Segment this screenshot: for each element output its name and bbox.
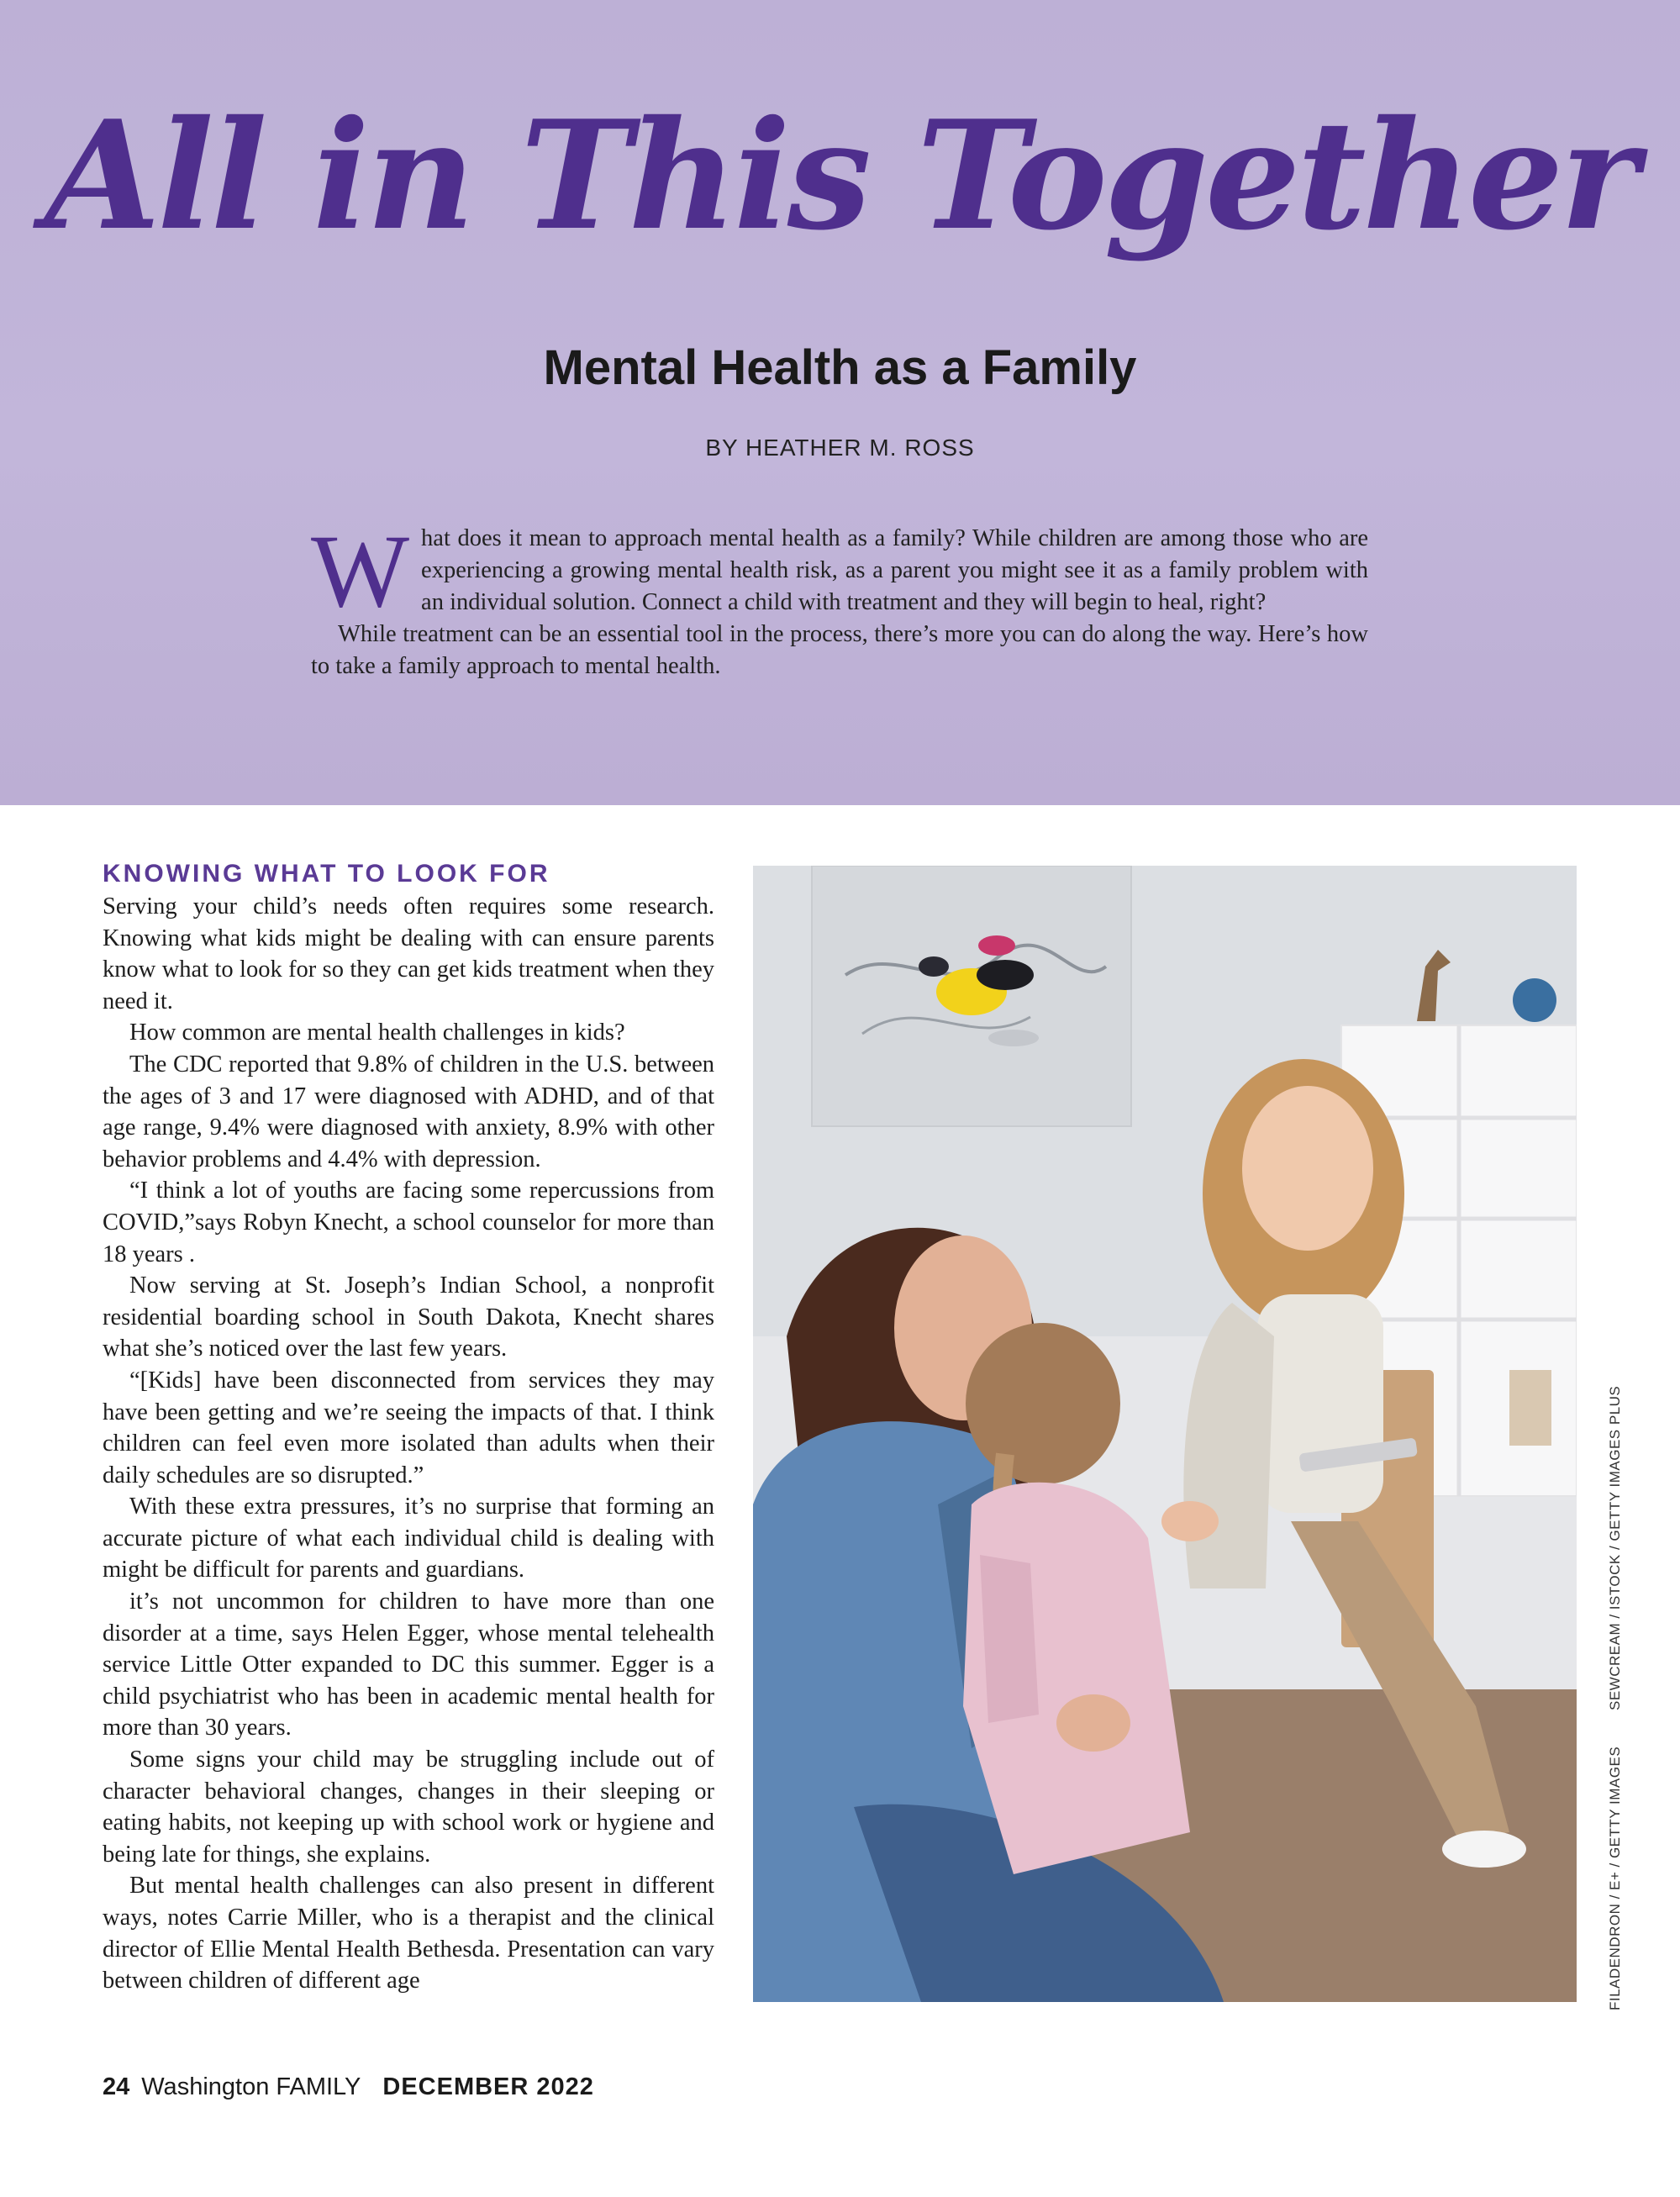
section-heading: KNOWING WHAT TO LOOK FOR bbox=[103, 860, 550, 888]
drop-cap: W bbox=[311, 514, 410, 629]
intro bbox=[311, 514, 1368, 682]
issue-date: DECEMBER 2022 bbox=[382, 2073, 594, 2100]
photo-credit-upper: SEWCREAM / ISTOCK / GETTY IMAGES PLUS bbox=[1607, 1385, 1623, 1710]
body-paragraph: “I think a lot of youths are facing some repercussions from COVID,”says Robyn Knecht, a school counselor for more than 18 years . bbox=[103, 1178, 714, 1267]
body-paragraph: But mental health challenges can also present in different ways, notes Carrie Miller, who is a therapist and the clinical director of Ellie Mental Health Bethesda. Presentation can vary between children of different age bbox=[103, 1873, 714, 1994]
body-paragraph: Now serving at St. Joseph’s Indian School, a nonprofit residential boarding school in South Dakota, Knecht shares what she’s noticed over the last few years. bbox=[103, 1272, 714, 1362]
article-photo bbox=[753, 866, 1577, 2002]
intro-paragraph-2: While treatment can be an essential tool in the process, there’s more you can do along the way. Here’s how to take a family approach to mental health. bbox=[311, 621, 1368, 679]
byline: BY HEATHER M. ROSS bbox=[705, 435, 975, 461]
intro-text-1: hat does it mean to approach mental health as a family? While children are among those who are experiencing a growing mental health risk, as a parent you might see it as a family problem with an individual solution. Connect a child with treatment and they will begin to heal, right? bbox=[421, 525, 1368, 615]
page-subtitle: Mental Health as a Family bbox=[543, 340, 1137, 395]
page-footer bbox=[103, 2073, 594, 2101]
body-paragraph: Serving your child’s needs often requires some research. Knowing what kids might be dealing with can ensure parents know what to look for so they can get kids treatment when they need it. bbox=[103, 893, 714, 1014]
magazine-name: Washington FAMILY bbox=[141, 2073, 361, 2100]
page-number: 24 bbox=[103, 2073, 130, 2100]
body-paragraph: Some signs your child may be struggling include out of character behavioral changes, changes in their sleeping or eating habits, not keeping up with school work or hygiene and being late for things, she explains. bbox=[103, 1747, 714, 1868]
body-paragraph: With these extra pressures, it’s no surprise that forming an accurate picture of what each individual child is dealing with might be difficult for parents and guardians. bbox=[103, 1494, 714, 1583]
body-paragraph: it’s not uncommon for children to have more than one disorder at a time, says Helen Egger, whose mental telehealth service Little Otter expanded to DC this summer. Egger is a child psychiatrist who has been in academic mental health for more than 30 years. bbox=[103, 1588, 714, 1741]
body-paragraph: “[Kids] have been disconnected from services they may have been getting and we’re seeing the impacts of that. I think children can feel even more isolated than adults when their daily schedules are so disrupted.” bbox=[103, 1367, 714, 1488]
body-paragraph: How common are mental health challenges in kids? bbox=[129, 1019, 625, 1046]
body-paragraph: The CDC reported that 9.8% of children in the U.S. between the ages of 3 and 17 were diagnosed with ADHD, and of that age range, 9.4% were diagnosed with anxiety, 8.9% with other behavior problems and 4.4% with depression. bbox=[103, 1051, 714, 1172]
intro-paragraph-1 bbox=[311, 514, 1368, 629]
photo-credit-lower: FILADENDRON / E+ / GETTY IMAGES bbox=[1607, 1746, 1623, 2010]
page-title: All in This Together bbox=[44, 87, 1636, 263]
article-column bbox=[103, 857, 714, 1997]
